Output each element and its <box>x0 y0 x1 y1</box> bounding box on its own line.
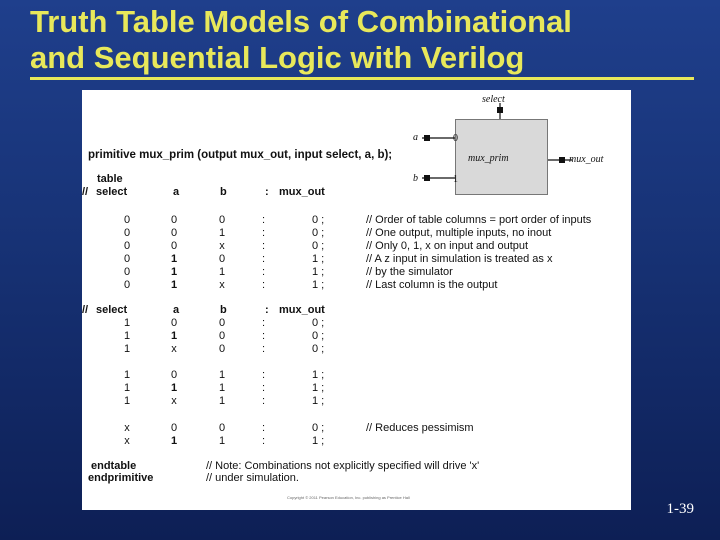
a-pin <box>424 135 430 141</box>
in1-label: 1 <box>453 174 458 185</box>
a-cell: 1 <box>170 330 178 342</box>
a-cell: 1 <box>170 435 178 447</box>
comment-line: // One output, multiple inputs, no inout <box>366 227 552 239</box>
b-cell: x <box>219 240 225 252</box>
a-cell: 0 <box>170 422 178 434</box>
header1-colon: : <box>265 186 269 198</box>
select-cell: 1 <box>123 395 131 407</box>
out-cell: 1 ; <box>312 279 325 291</box>
out-cell: 1 ; <box>312 266 325 278</box>
comment-line: // Order of table columns = port order of inputs <box>366 214 592 226</box>
b-cell: 0 <box>218 253 226 265</box>
a-cell: x <box>171 395 177 407</box>
select-cell: 0 <box>123 214 131 226</box>
select-cell: 1 <box>123 369 131 381</box>
out-cell: 0 ; <box>312 240 325 252</box>
header2-mux-out: mux_out <box>279 304 325 316</box>
slide-title <box>30 4 700 76</box>
out-cell: 0 ; <box>312 422 325 434</box>
select-label: select <box>482 94 505 105</box>
out-cell: 1 ; <box>312 395 325 407</box>
reduces-pessimism-comment: // Reduces pessimism <box>366 422 474 434</box>
endprimitive-keyword: endprimitive <box>88 472 154 484</box>
b-cell: 1 <box>218 266 226 278</box>
select-cell: 0 <box>123 266 131 278</box>
b-cell: 0 <box>218 214 226 226</box>
a-cell: 0 <box>170 227 178 239</box>
b-cell: 0 <box>218 317 226 329</box>
out-cell: 0 ; <box>312 227 325 239</box>
endtable-keyword: endtable <box>91 460 137 472</box>
note-line2: // under simulation. <box>206 472 299 484</box>
colon-cell: : <box>262 382 266 394</box>
select-cell: x <box>124 422 130 434</box>
figure-panel <box>82 90 631 510</box>
select-cell: 0 <box>123 279 131 291</box>
out-cell: 1 ; <box>312 435 325 447</box>
a-cell: 1 <box>170 266 178 278</box>
header1-mux-out: mux_out <box>279 186 325 198</box>
b-cell: 1 <box>218 227 226 239</box>
a-cell: 0 <box>170 214 178 226</box>
comment-line: // by the simulator <box>366 266 453 278</box>
select-cell: 0 <box>123 240 131 252</box>
b-pin <box>424 175 430 181</box>
title-underline <box>30 77 694 80</box>
a-cell: x <box>171 343 177 355</box>
select-cell: 1 <box>123 317 131 329</box>
out-cell: 0 ; <box>312 330 325 342</box>
a-cell: 0 <box>170 240 178 252</box>
b-cell: 0 <box>218 330 226 342</box>
out-cell: 0 ; <box>312 343 325 355</box>
out-label: mux_out <box>569 154 604 165</box>
select-cell: 1 <box>123 343 131 355</box>
a-cell: 1 <box>170 279 178 291</box>
out-cell: 1 ; <box>312 253 325 265</box>
b-cell: x <box>219 279 225 291</box>
colon-cell: : <box>262 240 266 252</box>
select-cell: x <box>124 435 130 447</box>
in0-label: 0 <box>453 133 458 144</box>
colon-cell: : <box>262 422 266 434</box>
b-label: b <box>413 173 418 184</box>
header1-select: select <box>96 186 128 198</box>
b-cell: 1 <box>218 395 226 407</box>
copyright-text: Copyright © 2011 Pearson Education, Inc. publishing as Prentice Hall <box>287 495 410 500</box>
out-cell: 1 ; <box>312 382 325 394</box>
select-pin <box>497 107 503 113</box>
table-keyword: table <box>97 173 123 185</box>
a-label: a <box>413 132 418 143</box>
a-cell: 0 <box>170 369 178 381</box>
colon-cell: : <box>262 253 266 265</box>
header2-comment: // <box>82 304 89 316</box>
a-cell: 1 <box>170 382 178 394</box>
b-cell: 1 <box>218 382 226 394</box>
colon-cell: : <box>262 435 266 447</box>
colon-cell: : <box>262 214 266 226</box>
colon-cell: : <box>262 279 266 291</box>
out-pin <box>559 157 565 163</box>
colon-cell: : <box>262 330 266 342</box>
out-cell: 0 ; <box>312 317 325 329</box>
slide-title-line1: Truth Table Models of Combinational <box>30 4 572 39</box>
header2-colon: : <box>265 304 269 316</box>
b-cell: 1 <box>218 369 226 381</box>
mux-label: mux_prim <box>468 153 509 164</box>
select-cell: 0 <box>123 227 131 239</box>
note-line1: // Note: Combinations not explicitly specified will drive 'x' <box>206 460 480 472</box>
a-cell: 0 <box>170 317 178 329</box>
header2-b: b <box>220 304 227 316</box>
select-cell: 1 <box>123 330 131 342</box>
header1-a: a <box>173 186 180 198</box>
colon-cell: : <box>262 395 266 407</box>
out-cell: 0 ; <box>312 214 325 226</box>
header2-a: a <box>173 304 180 316</box>
b-cell: 1 <box>218 435 226 447</box>
comment-line: // Only 0, 1, x on input and output <box>366 240 529 252</box>
select-cell: 1 <box>123 382 131 394</box>
b-cell: 0 <box>218 422 226 434</box>
colon-cell: : <box>262 343 266 355</box>
colon-cell: : <box>262 317 266 329</box>
slide-number: 1-39 <box>666 501 694 517</box>
colon-cell: : <box>262 227 266 239</box>
colon-cell: : <box>262 369 266 381</box>
colon-cell: : <box>262 266 266 278</box>
a-cell: 1 <box>170 253 178 265</box>
b-cell: 0 <box>218 343 226 355</box>
out-cell: 1 ; <box>312 369 325 381</box>
header1-comment: // <box>82 186 89 198</box>
primitive-declaration: primitive mux_prim (output mux_out, input select, a, b); <box>88 149 393 161</box>
comment-line: // A z input in simulation is treated as x <box>366 253 553 265</box>
slide-title-line2: and Sequential Logic with Verilog <box>30 40 525 75</box>
header2-select: select <box>96 304 128 316</box>
comment-line: // Last column is the output <box>366 279 498 291</box>
select-cell: 0 <box>123 253 131 265</box>
header1-b: b <box>220 186 227 198</box>
